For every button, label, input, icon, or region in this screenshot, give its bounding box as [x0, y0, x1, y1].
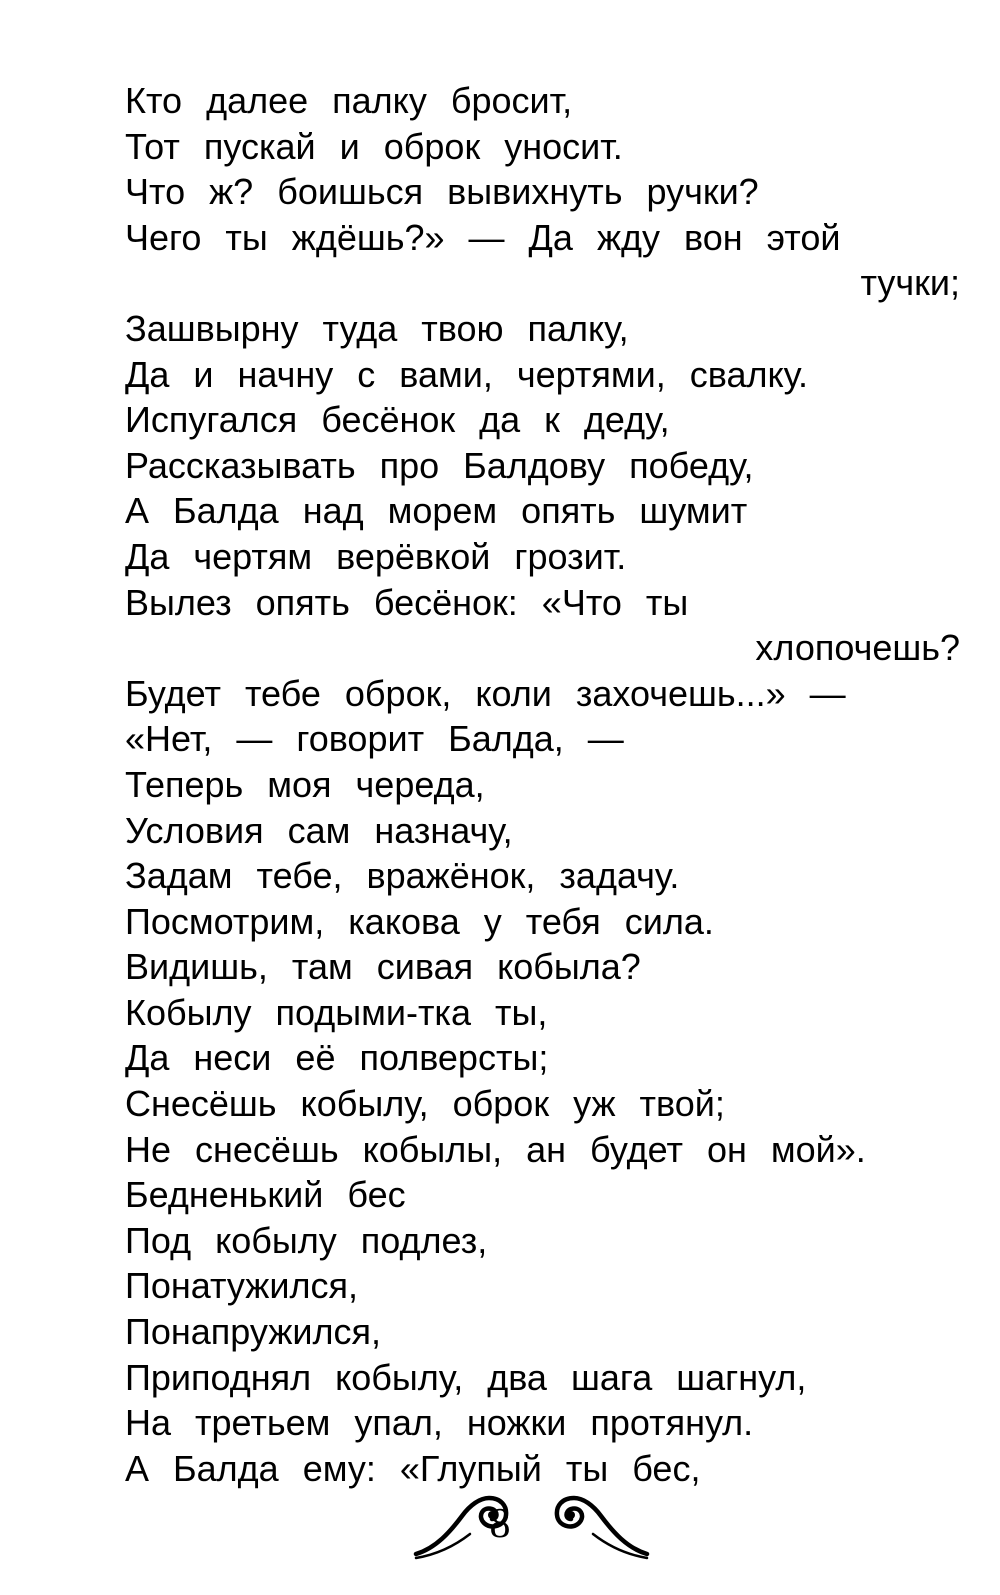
poem-line: Условия сам назначу,	[125, 809, 513, 851]
poem-line: Что ж? боишься вывихнуть ручки?	[125, 171, 759, 213]
poem-line: хлопочешь?	[755, 627, 960, 669]
poem-line: Понатужился,	[125, 1265, 358, 1307]
poem-line: Рассказывать про Балдову победу,	[125, 444, 754, 486]
poem-line: Да неси её полверсты;	[125, 1037, 549, 1079]
poem-line: Задам тебе, вражёнок, задачу.	[125, 855, 680, 897]
poem-line: Кто далее палку бросит,	[125, 80, 573, 121]
poem-line: Теперь моя череда,	[125, 763, 485, 805]
poem-line: Снесёшь кобылу, оброк уж твой;	[125, 1083, 725, 1125]
poem-line: «Нет, — говорит Балда, —	[125, 718, 624, 760]
poem-line: Да чертям верёвкой грозит.	[125, 535, 627, 577]
poem-line: Тот пускай и оброк уносит.	[125, 125, 623, 167]
page-footer	[0, 1488, 1000, 1568]
poem-line: Понапружился,	[125, 1311, 382, 1353]
poem-line: А Балда над морем опять шумит	[125, 490, 748, 532]
page-number: 8	[489, 1501, 511, 1547]
poem-line: Да и начну с вами, чертями, свалку.	[125, 353, 809, 395]
poem-line: Под кобылу подлез,	[125, 1219, 488, 1261]
poem-line: Приподнял кобылу, два шага шагнул,	[125, 1356, 807, 1398]
poem-line: Бедненький бес	[125, 1174, 406, 1216]
poem-line: Чего ты ждёшь?» — Да жду вон этой	[125, 216, 841, 258]
poem-line: Испугался бесёнок да к деду,	[125, 399, 670, 441]
poem-line: На третьем упал, ножки протянул.	[125, 1402, 754, 1444]
poem-line: Зашвырну туда твою палку,	[125, 307, 629, 349]
poem-line: Будет тебе оброк, коли захочешь...» —	[125, 672, 846, 714]
poem-line: Посмотрим, какова у тебя сила.	[125, 900, 714, 942]
poem-line: А Балда ему: «Глупый ты бес,	[125, 1447, 701, 1489]
poem-line: Видишь, там сивая кобыла?	[125, 946, 641, 988]
poem-text	[125, 78, 960, 1491]
poem-line: Не снесёшь кобылы, ан будет он мой».	[125, 1128, 866, 1170]
poem-line: Кобылу подыми-тка ты,	[125, 991, 548, 1033]
poem-line: Вылез опять бесёнок: «Что ты	[125, 581, 689, 623]
right-flourish-icon	[553, 1488, 653, 1567]
poem-line: тучки;	[860, 262, 960, 304]
